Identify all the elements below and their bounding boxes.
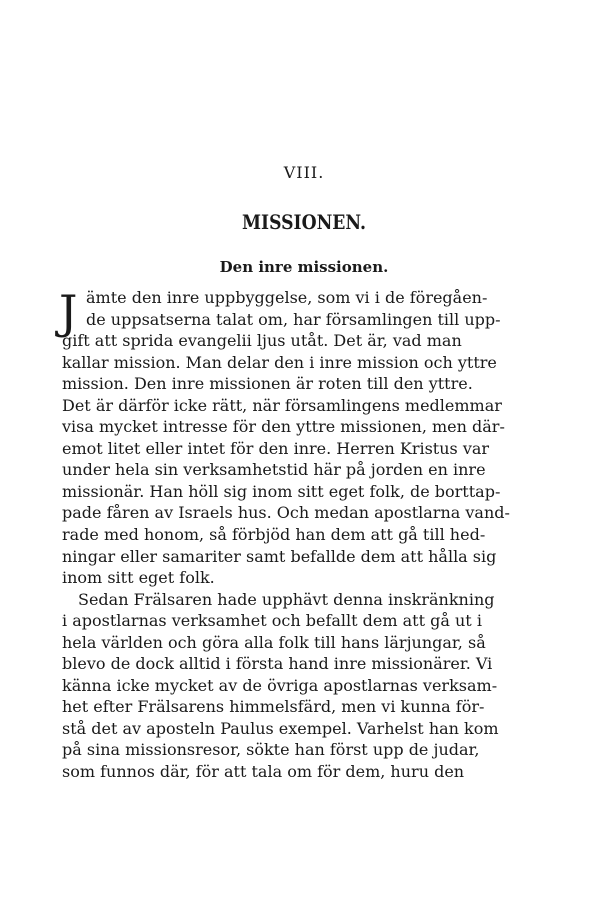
text-line: emot litet eller intet för den inre. Herren Kristus var	[62, 438, 490, 458]
text-line: rade med honom, så förbjöd han dem att gå till hed-	[62, 525, 486, 545]
chapter-title: MISSIONEN.	[241, 210, 367, 234]
text-line: visa mycket intresse för den yttre missionen, men där-	[62, 417, 505, 437]
text-line: het efter Frälsarens himmelsfärd, men vi kunna för-	[62, 697, 485, 717]
text-line: inom sitt eget folk.	[62, 568, 215, 588]
body-text	[59, 285, 514, 783]
text-line: de uppsatserna talat om, har församlingen till upp-	[86, 309, 501, 329]
text-line: mission. Den inre missionen är roten till den yttre.	[62, 374, 473, 394]
text-line: hela världen och göra alla folk till hans lärjungar, så	[62, 632, 486, 652]
text-line: kallar mission. Man delar den i inre mission och yttre	[62, 352, 497, 372]
text-line: blevo de dock alltid i första hand inre missionärer. Vi	[62, 654, 493, 674]
text-line: i apostlarnas verksamhet och befallt dem att gå ut i	[62, 611, 482, 631]
text-line: missionär. Han höll sig inom sitt eget folk, de borttap-	[62, 481, 501, 501]
text-line: under hela sin verksamhetstid här på jorden en inre	[62, 460, 486, 480]
paragraph-2	[62, 589, 514, 783]
text-line: på sina missionsresor, sökte han först upp de judar,	[62, 740, 480, 760]
text-line: som funnos där, för att tala om för dem, huru den	[62, 762, 465, 782]
text-line: gift att sprida evangelii ljus utåt. Det är, vad man	[62, 331, 462, 351]
text-line: Det är därför icke rätt, när församlingens medlemmar	[62, 395, 502, 415]
chapter-number: VIII.	[283, 163, 325, 182]
drop-cap: J	[59, 285, 78, 339]
text-line: Sedan Frälsaren hade upphävt denna inskränkning	[78, 589, 495, 609]
text-line: pade fåren av Israels hus. Och medan apostlarna vand-	[62, 503, 510, 523]
text-line: ningar eller samariter samt befallde dem att hålla sig	[62, 546, 497, 566]
text-line: känna icke mycket av de övriga apostlarnas verksam-	[62, 675, 498, 695]
section-title: Den inre missionen.	[219, 258, 389, 276]
text-line: stå det av aposteln Paulus exempel. Varhelst han kom	[62, 718, 499, 738]
text-line: ämte den inre uppbyggelse, som vi i de föregåen-	[86, 288, 488, 307]
paragraph-1	[62, 287, 514, 589]
